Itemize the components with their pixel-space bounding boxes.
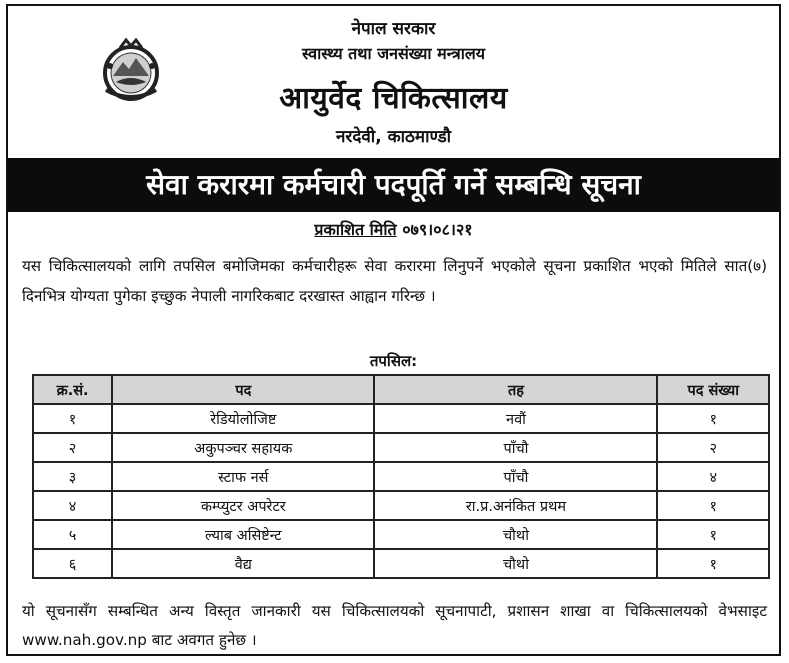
letterhead bbox=[8, 6, 779, 156]
header-post: पद bbox=[112, 375, 374, 404]
cell-post: रेडियोलोजिष्ट bbox=[112, 404, 374, 433]
cell-serial: १ bbox=[33, 404, 112, 433]
cell-post: स्टाफ नर्स bbox=[112, 462, 374, 491]
header-count: पद संख्या bbox=[657, 375, 769, 404]
footer-paragraph: यो सूचनासँग सम्बन्धित अन्य विस्तृत जानकारी यस चिकित्सालयको सूचनापाटी, प्रशासन शाखा वा चिकित्सालयको वेभसाइट www.nah.gov.np बाट अवगत हुनेछ । bbox=[22, 602, 767, 649]
publication-date bbox=[8, 218, 779, 240]
cell-count: १ bbox=[657, 404, 769, 433]
hospital-address: नरदेवी, काठमाण्डौ bbox=[335, 127, 452, 147]
notice-title-banner: सेवा करारमा कर्मचारी पदपूर्ति गर्ने सम्बन्धि सूचना bbox=[8, 158, 779, 212]
vacancy-table bbox=[32, 374, 770, 579]
table-header-row bbox=[33, 375, 769, 404]
table-row bbox=[33, 433, 769, 462]
cell-level: पाँचौ bbox=[374, 462, 657, 491]
publication-date-value: ०७९।०८।२१ bbox=[402, 220, 473, 239]
ministry-name: स्वास्थ्य तथा जनसंख्या मन्त्रालय bbox=[301, 44, 486, 63]
government-name: नेपाल सरकार bbox=[351, 19, 436, 39]
cell-post: ल्याब असिष्टेन्ट bbox=[112, 520, 374, 549]
cell-count: १ bbox=[657, 491, 769, 520]
cell-serial: ६ bbox=[33, 549, 112, 578]
hospital-name: आयुर्वेद चिकित्सालय bbox=[279, 81, 508, 116]
cell-post: वैद्य bbox=[112, 549, 374, 578]
cell-level: चौथो bbox=[374, 520, 657, 549]
cell-serial: ५ bbox=[33, 520, 112, 549]
cell-serial: ३ bbox=[33, 462, 112, 491]
header-serial: क्र.सं. bbox=[33, 375, 112, 404]
table-row bbox=[33, 491, 769, 520]
table-row bbox=[33, 462, 769, 491]
cell-level: रा.प्र.अनंकित प्रथम bbox=[374, 491, 657, 520]
cell-level: पाँचौ bbox=[374, 433, 657, 462]
cell-count: १ bbox=[657, 549, 769, 578]
header-level: तह bbox=[374, 375, 657, 404]
notice-document bbox=[6, 4, 781, 656]
cell-count: १ bbox=[657, 520, 769, 549]
table-row bbox=[33, 404, 769, 433]
cell-level: नवौं bbox=[374, 404, 657, 433]
publication-date-label: प्रकाशित मिति bbox=[314, 220, 397, 239]
cell-count: २ bbox=[657, 433, 769, 462]
cell-serial: ४ bbox=[33, 491, 112, 520]
cell-post: अकुपञ्चर सहायक bbox=[112, 433, 374, 462]
table-row bbox=[33, 520, 769, 549]
table-row bbox=[33, 549, 769, 578]
cell-serial: २ bbox=[33, 433, 112, 462]
cell-post: कम्प्युटर अपरेटर bbox=[112, 491, 374, 520]
table-caption: तपसिल: bbox=[369, 352, 418, 370]
cell-level: चौथो bbox=[374, 549, 657, 578]
intro-paragraph: यस चिकित्सालयको लागि तपसिल बमोजिमका कर्मचारीहरू सेवा करारमा लिनुपर्ने भएकोले सूचना प्रकाशित भएको मितिले सात(७) दिनभित्र योग्यता पुगेका इच्छुक नेपाली नागरिकबाट दरखास्त आह्वान गरिन्छ । bbox=[22, 257, 767, 305]
cell-count: ४ bbox=[657, 462, 769, 491]
